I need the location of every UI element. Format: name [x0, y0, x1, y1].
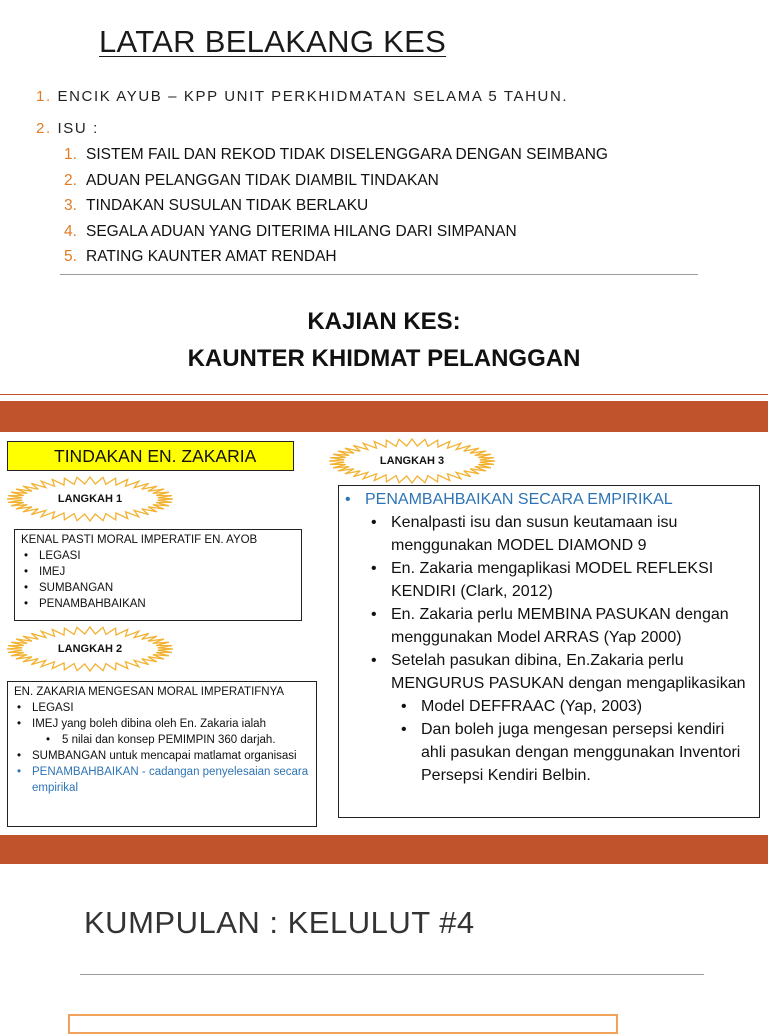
box1-item: • PENAMBAHBAIKAN: [21, 596, 295, 612]
box3-point: • En. Zakaria perlu MEMBINA PASUKAN dengan menggunakan Model ARRAS (Yap 2000): [339, 603, 753, 649]
slide1-issue-heading: [36, 120, 99, 137]
box1-heading: KENAL PASTI MORAL IMPERATIF EN. AYOB: [21, 534, 258, 546]
issue-item: [64, 219, 608, 245]
issue-number: 2.: [64, 171, 77, 189]
langkah1-label: LANGKAH 1: [57, 493, 123, 505]
langkah2-label: LANGKAH 2: [57, 643, 123, 655]
issue-list: [64, 142, 608, 270]
slide4-content-frame: [68, 1014, 618, 1034]
box3-heading: • PENAMBAHBAIKAN SECARA EMPIRIKAL: [339, 488, 753, 511]
langkah2-box: [7, 681, 317, 827]
issue-item: [64, 168, 608, 194]
slide1-title: LATAR BELAKANG KES: [99, 24, 447, 59]
issue-text: TINDAKAN SUSULAN TIDAK BERLAKU: [86, 197, 369, 214]
box3-point: • En. Zakaria mengaplikasi MODEL REFLEKSI KENDIRI (Clark, 2012): [339, 557, 753, 603]
box3-subpoint: • Dan boleh juga mengesan persepsi kendiri ahli pasukan dengan menggunakan Inventori Persepsi Kendiri Belbin.: [339, 718, 753, 787]
line1-text: ENCIK AYUB – KPP UNIT PERKHIDMATAN SELAMA 5 TAHUN.: [57, 88, 569, 105]
issue-number: 5.: [64, 248, 77, 265]
issue-text: ADUAN PELANGGAN TIDAK DIAMBIL TINDAKAN: [86, 171, 439, 189]
slide1-background-line: [36, 88, 568, 105]
slide4-title: KUMPULAN : KELULUT #4: [84, 905, 475, 940]
issue-item: [64, 244, 608, 270]
box2-item: • LEGASI: [14, 700, 310, 716]
bottom-rust-band: [0, 835, 768, 864]
box2-item: • IMEJ yang boleh dibina oleh En. Zakaria ialah: [14, 716, 310, 732]
issue-text: RATING KAUNTER AMAT RENDAH: [86, 248, 337, 265]
issue-number: 1.: [64, 146, 77, 163]
issue-text: SISTEM FAIL DAN REKOD TIDAK DISELENGGARA DENGAN SEIMBANG: [86, 146, 608, 163]
issue-item: [64, 193, 608, 219]
box2-item-highlight: • PENAMBAHBAIKAN - cadangan penyelesaian secara empirikal: [14, 764, 310, 796]
slide1-divider: [60, 274, 698, 275]
langkah3-label: LANGKAH 3: [379, 455, 445, 467]
box3-subpoint: • Model DEFFRAAC (Yap, 2003): [339, 695, 753, 718]
line1-number: 1.: [36, 88, 52, 105]
box1-item: • LEGASI: [21, 548, 295, 564]
box3-list: [339, 488, 753, 787]
issue-number: 3.: [64, 197, 77, 214]
box2-subitem: • 5 nilai dan konsep PEMIMPIN 360 darjah.: [14, 732, 310, 748]
box1-item: • SUMBANGAN: [21, 580, 295, 596]
box2-item: • SUMBANGAN untuk mencapai matlamat organisasi: [14, 748, 310, 764]
issue-number: 4.: [64, 222, 77, 240]
line2-text: ISU :: [57, 120, 99, 137]
banner-tindakan: TINDAKAN EN. ZAKARIA: [7, 441, 294, 471]
box2-heading: EN. ZAKARIA MENGESAN MORAL IMPERATIFNYA: [14, 686, 285, 698]
top-rust-band: [0, 401, 768, 432]
slide2-title-line2: KAUNTER KHIDMAT PELANGGAN: [187, 345, 581, 372]
line2-number: 2.: [36, 120, 52, 137]
box1-item: • IMEJ: [21, 564, 295, 580]
issue-text: SEGALA ADUAN YANG DITERIMA HILANG DARI SIMPANAN: [86, 222, 517, 240]
box3-point: • Setelah pasukan dibina, En.Zakaria perlu MENGURUS PASUKAN dengan mengaplikasikan: [339, 649, 753, 695]
box1-list: [21, 548, 295, 612]
slide2-title-line1: KAJIAN KES:: [307, 308, 461, 335]
top-band-edge: [0, 394, 768, 395]
box3-point: • Kenalpasti isu dan susun keutamaan isu menggunakan MODEL DIAMOND 9: [339, 511, 753, 557]
langkah1-box: [14, 529, 302, 621]
langkah3-box: [338, 485, 760, 818]
box2-list: [14, 700, 310, 796]
slide4-divider: [80, 974, 704, 975]
issue-item: [64, 142, 608, 168]
